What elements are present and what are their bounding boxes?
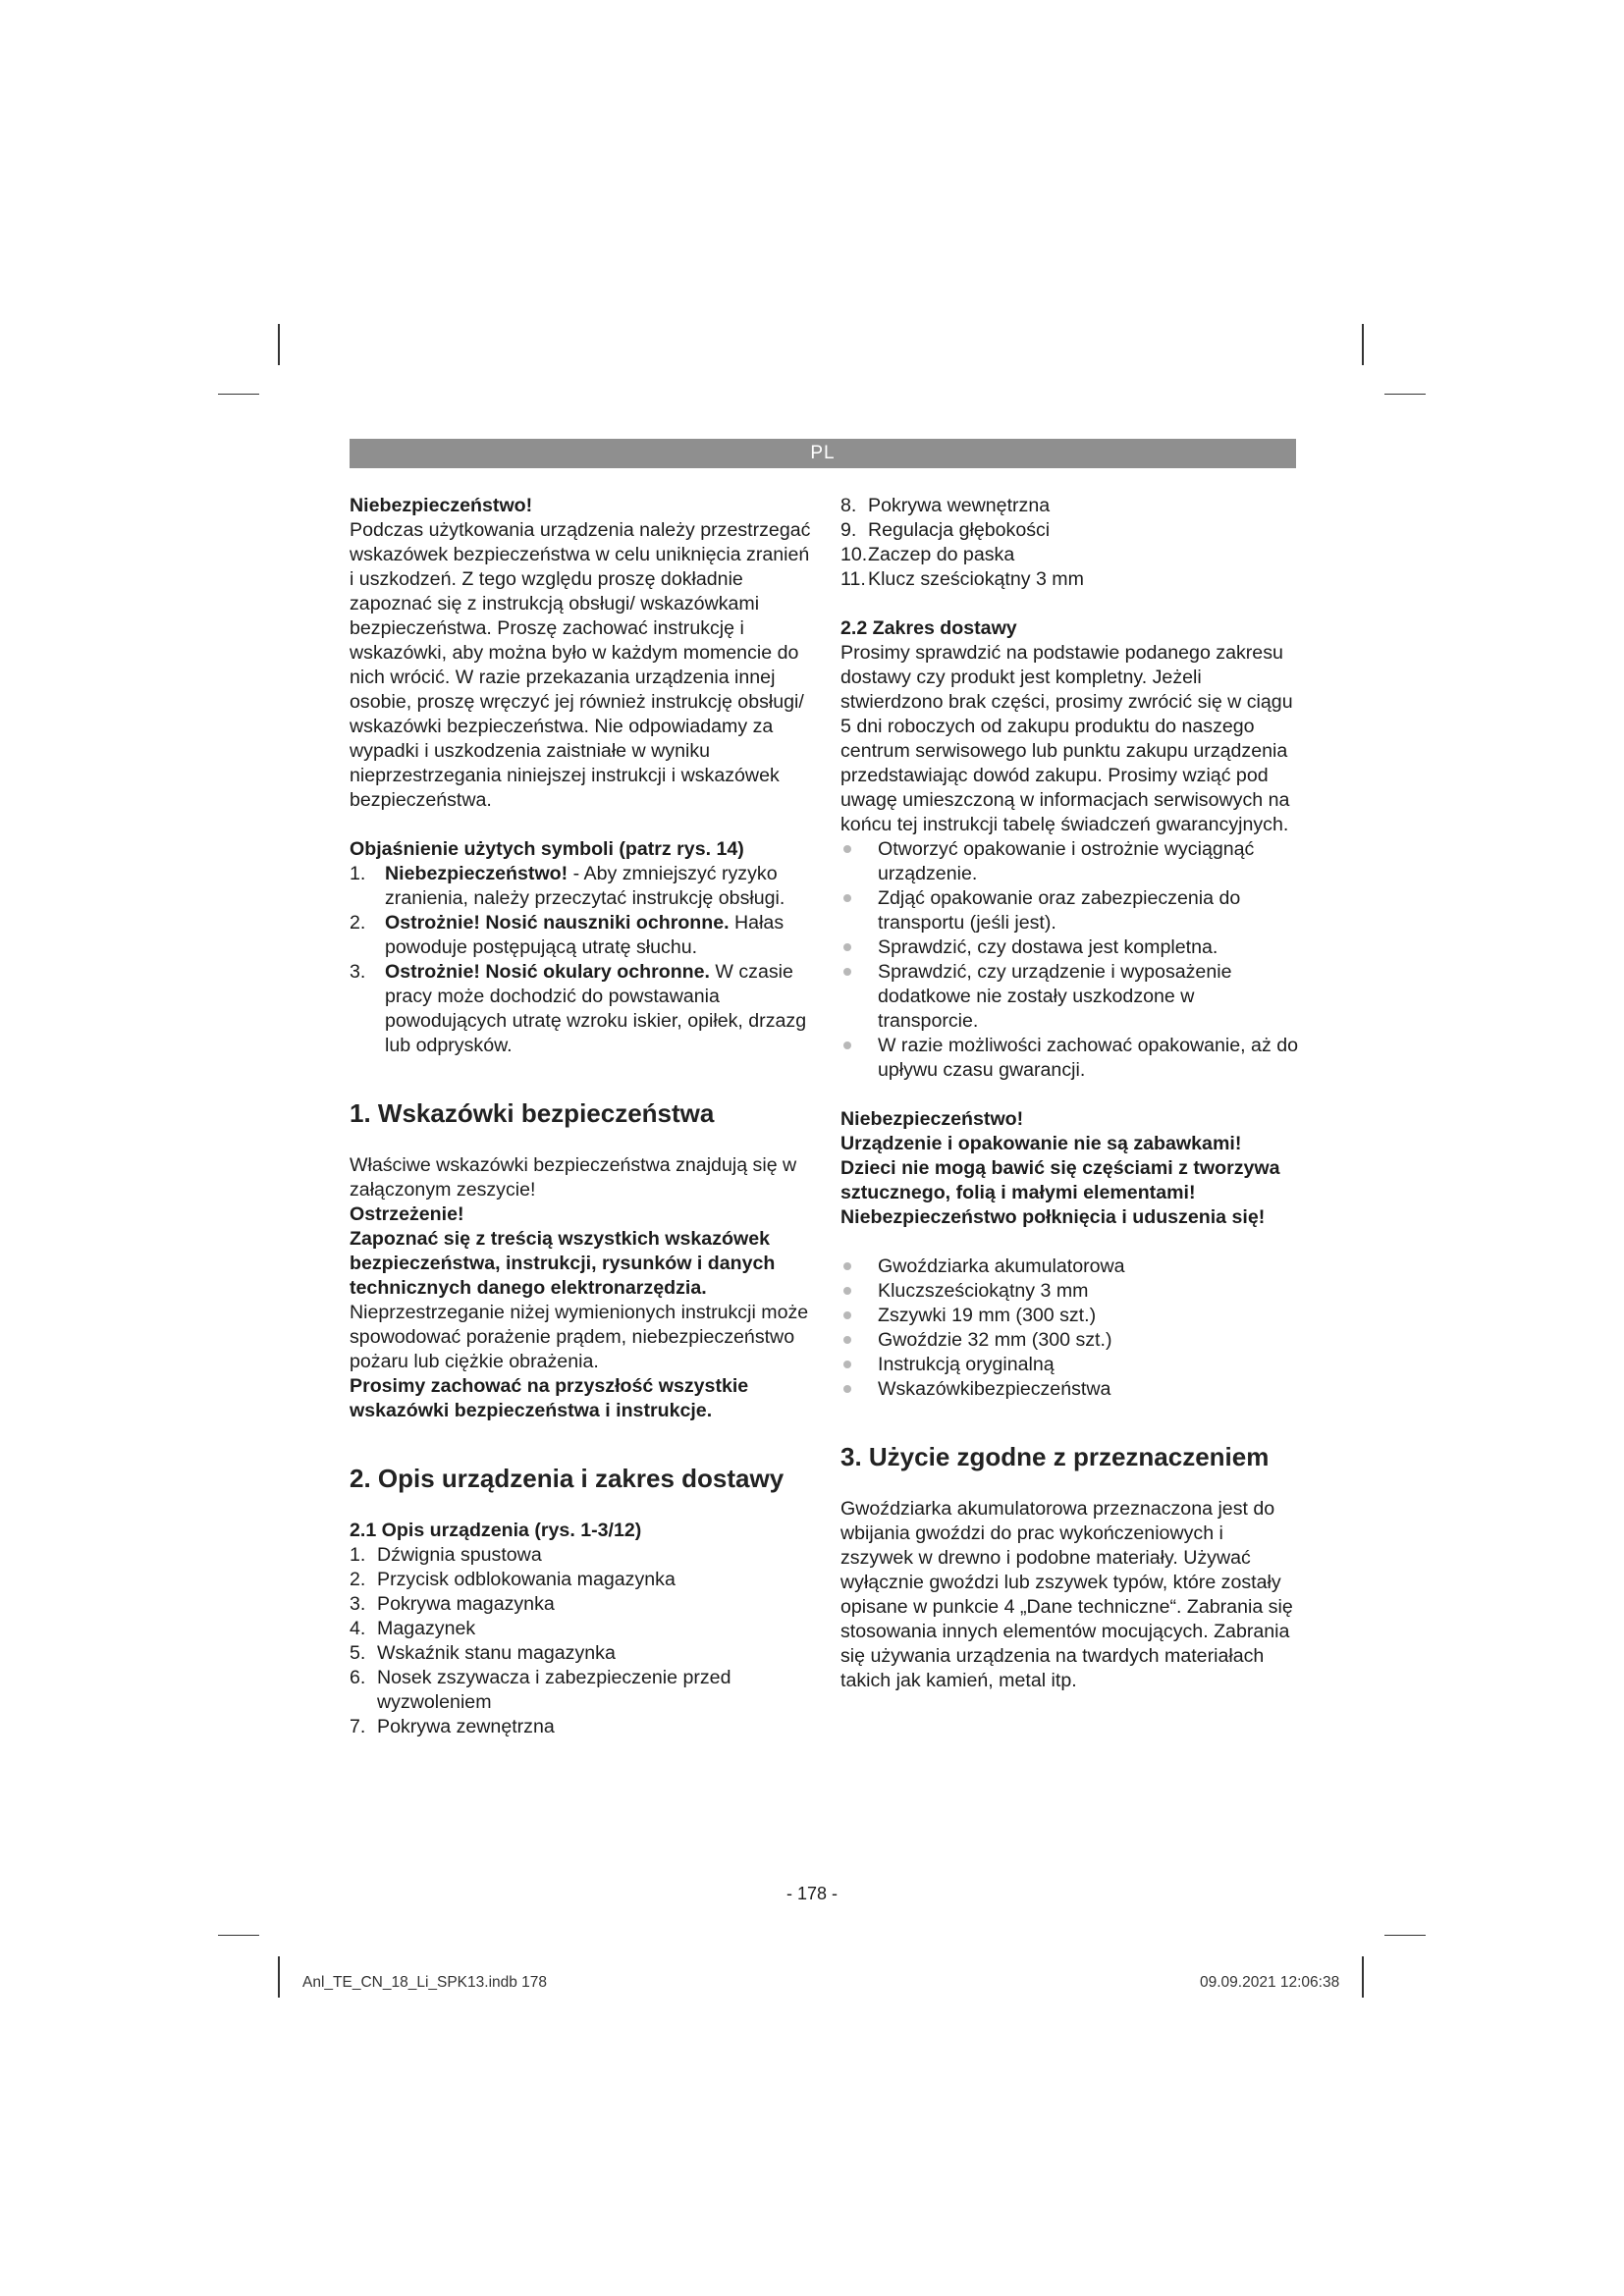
bullet-icon bbox=[843, 968, 851, 976]
part-item: 3. Pokrywa magazynka bbox=[350, 1593, 555, 1615]
contents-item: Gwoździe 32 mm (300 szt.) bbox=[840, 1328, 1298, 1353]
contents-item: Zszywki 19 mm (300 szt.) bbox=[840, 1304, 1298, 1328]
danger-paragraph: Podczas użytkowania urządzenia należy przestrzegać wskazówek bezpieczeństwa w celu uniknięcia zranień i uszkodzeń. Z tego względu proszę dokładnie zapoznać się z instrukcją obsługi/ wskazówkami bezpieczeństwa. Proszę zachować instrukcję i wskazówki, aby można było w każdym momencie do nich wrócić. W razie przekazania urządzenia innej osobie, proszę wręczyć jej również instrukcję obsługi/ wskazówki bezpieczeństwa. Nie odpowiadamy za wypadki i uszkodzenia zaistniałe w wyniku nieprzestrzegania niniejszej instrukcji i wskazówek bezpieczeństwa. bbox=[350, 519, 811, 811]
part-item: 2. Przycisk odblokowania magazynka bbox=[350, 1569, 676, 1590]
symbols-heading: Objaśnienie użytych symboli (patrz rys. 14) bbox=[350, 838, 744, 860]
part-item: 1. Dźwignia spustowa bbox=[350, 1544, 542, 1566]
warning-paragraph: Zapoznać się z treścią wszystkich wskazówek bezpieczeństwa, instrukcji, rysunków i danych technicznych danego elektronarzędzia. Nieprzestrzeganie niżej wymienionych instrukcji może spowodować porażenie prądem, niebezpieczeństwo pożaru lub ciężkie obrażenia. bbox=[350, 1228, 809, 1372]
parts-list bbox=[350, 1543, 811, 1739]
part-item: 7. Pokrywa zewnętrzna bbox=[350, 1716, 555, 1737]
crop-mark-bottom-left-horizontal bbox=[218, 1935, 259, 1936]
crop-mark-top-left-horizontal bbox=[218, 394, 259, 395]
bullet-icon bbox=[843, 1385, 851, 1393]
contents-list bbox=[840, 1255, 1298, 1402]
delivery-step: Otworzyć opakowanie i ostrożnie wyciągnąć urządzenie. bbox=[840, 837, 1298, 886]
right-column bbox=[840, 494, 1298, 1693]
symbol-item: 3. Ostrożnie! Nosić okulary ochronne. W czasie pracy może dochodzić do powstawania powodujących utratę wzroku iskier, opiłek, drzazg lub odprysków. bbox=[350, 961, 807, 1056]
delivery-paragraph: Prosimy sprawdzić na podstawie podanego zakresu dostawy czy produkt jest kompletny. Jeżeli stwierdzono brak części, prosimy zwrócić się w ciągu 5 dni roboczych od zakupu produktu do naszego centrum serwisowego lub punktu zakupu urządzenia przedstawiając dowód zakupu. Prosimy wziąć pod uwagę umieszczoną w informacjach serwisowych na końcu tej instrukcji tabelę świadczeń gwarancyjnych. bbox=[840, 642, 1293, 835]
footer-file-name: Anl_TE_CN_18_Li_SPK13.indb 178 bbox=[302, 1974, 548, 1991]
danger-heading: Niebezpieczeństwo! bbox=[350, 495, 533, 516]
parts-list-continued bbox=[840, 494, 1298, 592]
language-header-bar bbox=[350, 439, 1296, 468]
bullet-icon bbox=[843, 845, 851, 853]
delivery-step: Zdjąć opakowanie oraz zabezpieczenia do transportu (jeśli jest). bbox=[840, 886, 1298, 935]
bullet-icon bbox=[843, 1287, 851, 1295]
part-item: 4. Magazynek bbox=[350, 1618, 476, 1639]
delivery-step: W razie możliwości zachować opakowanie, aż do upływu czasu gwarancji. bbox=[840, 1034, 1298, 1083]
section-2-heading: 2. Opis urządzenia i zakres dostawy bbox=[350, 1464, 785, 1493]
left-column bbox=[350, 494, 811, 1739]
language-code: PL bbox=[810, 443, 836, 463]
symbols-list bbox=[350, 862, 811, 1058]
crop-mark-bottom-left-vertical bbox=[278, 1956, 280, 1998]
contents-item: Instrukcją oryginalną bbox=[840, 1353, 1298, 1377]
section-1-intro: Właściwe wskazówki bezpieczeństwa znajdują się w załączonym zeszycie! bbox=[350, 1154, 797, 1201]
part-item: 8. Pokrywa wewnętrzna bbox=[840, 495, 1051, 516]
part-item: 10. Zaczep do paska bbox=[840, 544, 1015, 565]
delivery-steps-list bbox=[840, 837, 1298, 1083]
crop-mark-top-right-vertical bbox=[1362, 324, 1364, 365]
subsection-2-1-heading: 2.1 Opis urządzenia (rys. 1-3/12) bbox=[350, 1520, 642, 1541]
bullet-icon bbox=[843, 1361, 851, 1368]
section-1-heading: 1. Wskazówki bezpieczeństwa bbox=[350, 1098, 715, 1128]
part-item: 11. Klucz sześciokątny 3 mm bbox=[840, 568, 1084, 590]
bullet-icon bbox=[843, 1041, 851, 1049]
contents-item: Kluczsześciokątny 3 mm bbox=[840, 1279, 1298, 1304]
bullet-icon bbox=[843, 1311, 851, 1319]
section-3-paragraph: Gwoździarka akumulatorowa przeznaczona jest do wbijania gwoździ do prac wykończeniowych i zszywek w drewno i podobne materiały. Używać wyłącznie gwoździ lub zszywek typów, które zostały opisane w punkcie 4 „Dane techniczne“. Zabrania się stosowania innych elementów mocujących. Zabrania się używania urządzenia na twardych materiałach takich jak kamień, metal itp. bbox=[840, 1498, 1293, 1691]
symbol-item: 1. Niebezpieczeństwo! - Aby zmniejszyć ryzyko zranienia, należy przeczytać instrukcję obsługi. bbox=[350, 863, 785, 909]
warning-keep-note: Prosimy zachować na przyszłość wszystkie wskazówki bezpieczeństwa i instrukcje. bbox=[350, 1375, 749, 1421]
danger-children-warning: Urządzenie i opakowanie nie są zabawkami! Dzieci nie mogą bawić się częściami z tworzywa sztucznego, folią i małymi elementami! Niebezpieczeństwo połknięcia i uduszenia się! bbox=[840, 1133, 1280, 1228]
bullet-icon bbox=[843, 894, 851, 902]
crop-mark-top-left-vertical bbox=[278, 324, 280, 365]
danger-heading-right: Niebezpieczeństwo! bbox=[840, 1108, 1024, 1130]
part-item: 9. Regulacja głębokości bbox=[840, 519, 1051, 541]
delivery-step: Sprawdzić, czy urządzenie i wyposażenie dodatkowe nie zostały uszkodzone w transporcie. bbox=[840, 960, 1298, 1034]
section-3-heading: 3. Użycie zgodne z przeznaczeniem bbox=[840, 1442, 1270, 1471]
contents-item: Gwoździarka akumulatorowa bbox=[840, 1255, 1298, 1279]
crop-mark-bottom-right-horizontal bbox=[1384, 1935, 1426, 1936]
page-number: - 178 - bbox=[785, 1884, 839, 1903]
symbol-item: 2. Ostrożnie! Nosić nauszniki ochronne. Hałas powoduje postępującą utratę słuchu. bbox=[350, 912, 785, 958]
part-item: 5. Wskaźnik stanu magazynka bbox=[350, 1642, 616, 1664]
warning-heading: Ostrzeżenie! bbox=[350, 1203, 464, 1225]
bullet-icon bbox=[843, 1262, 851, 1270]
contents-item: Wskazówkibezpieczeństwa bbox=[840, 1377, 1298, 1402]
bullet-icon bbox=[843, 1336, 851, 1344]
crop-mark-top-right-horizontal bbox=[1384, 394, 1426, 395]
part-item: 6. Nosek zszywacza i zabezpieczenie przed wyzwoleniem bbox=[350, 1667, 731, 1713]
subsection-2-2-heading: 2.2 Zakres dostawy bbox=[840, 617, 1017, 639]
crop-mark-bottom-right-vertical bbox=[1362, 1956, 1364, 1998]
bullet-icon bbox=[843, 943, 851, 951]
footer-timestamp: 09.09.2021 12:06:38 bbox=[1200, 1974, 1340, 1991]
delivery-step: Sprawdzić, czy dostawa jest kompletna. bbox=[840, 935, 1298, 960]
